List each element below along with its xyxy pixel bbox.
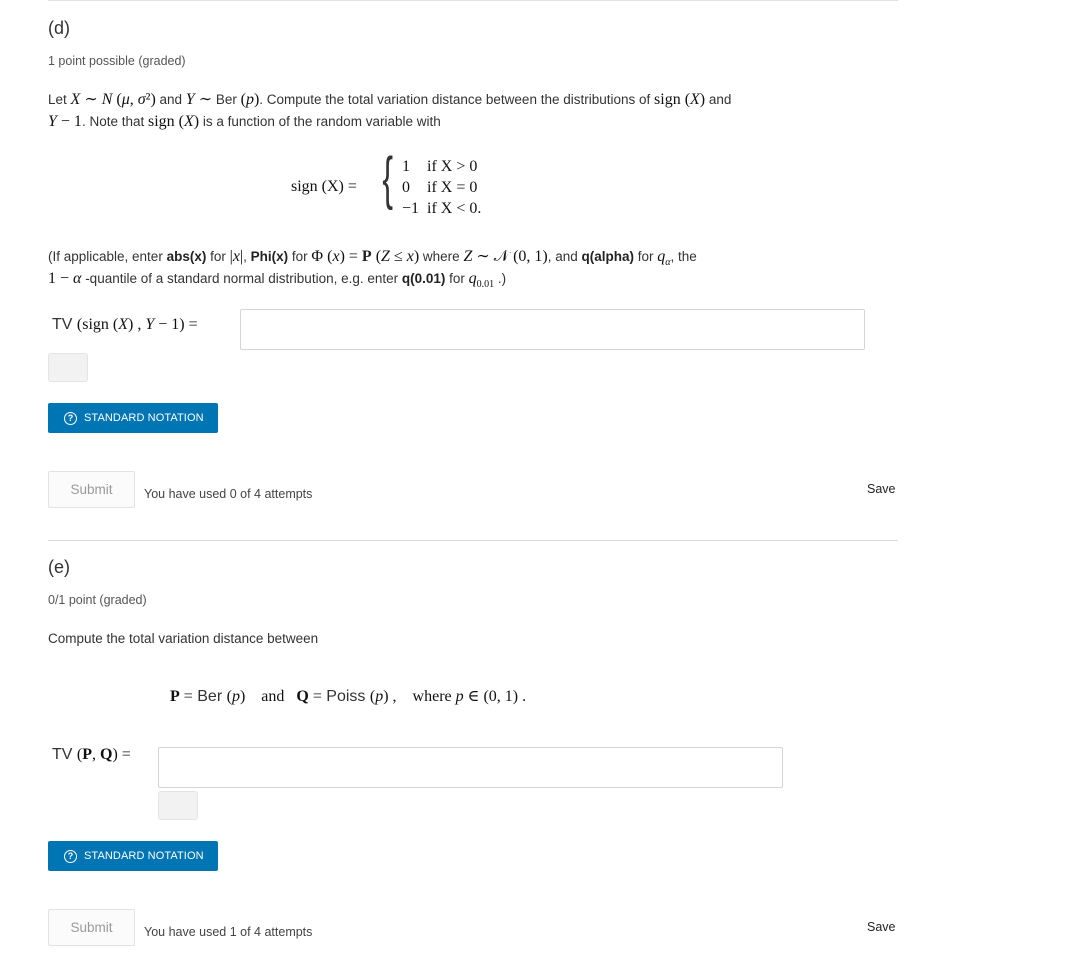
part-d-submit-button[interactable]: Submit	[48, 471, 135, 508]
sign-formula-lhs: sign (X) =	[291, 178, 357, 195]
part-e-preview-box	[158, 791, 198, 820]
part-d-hint-line-2: 1 − α -quantile of a standard normal distribution, e.g. enter q(0.01) for $q_{0.01}$ .)	[48, 270, 507, 291]
part-e-answer-label: TV (P, Q) =	[52, 746, 131, 763]
cases-brace: {	[382, 146, 394, 211]
case-row	[402, 198, 489, 219]
sign-cases-table	[402, 156, 489, 219]
part-d-attempts-text: You have used 0 of 4 attempts	[144, 487, 313, 501]
part-d-preview-box	[48, 353, 88, 382]
case-value: −1	[402, 199, 420, 217]
top-divider	[48, 0, 898, 1]
part-d-save-link[interactable]: Save	[867, 482, 896, 496]
case-condition: if X < 0.	[427, 199, 482, 217]
standard-notation-label: STANDARD NOTATION	[84, 850, 204, 862]
part-d-graded-status: 1 point possible (graded)	[48, 54, 186, 68]
part-d-problem-line-1: Let X ∼ N (μ, σ²) and Y ∼ Ber (p). Compute the total variation distance between the distributions of sign (X) and	[48, 91, 732, 108]
case-condition: if X = 0	[427, 178, 478, 196]
part-e-formula: P = Ber (p) and Q = Poiss (p) , where p ∈ (0, 1) .	[170, 688, 527, 705]
case-row	[402, 177, 489, 198]
part-e-submit-button[interactable]: Submit	[48, 909, 135, 946]
question-circle-icon: ?	[64, 412, 77, 425]
part-e-answer-input[interactable]	[158, 747, 783, 788]
part-d-hint-line-1: (If applicable, enter abs(x) for |x|, Phi(x) for Φ (x) = P (Z ≤ x) where Z ∼ 𝒩 (0, 1), and q(alpha) for $q_\alpha$, the	[48, 248, 697, 269]
case-row	[402, 156, 489, 177]
part-e-standard-notation-button[interactable]	[48, 841, 218, 871]
part-d-answer-input[interactable]	[240, 309, 865, 350]
part-d-heading: (d)	[48, 18, 70, 38]
standard-notation-label: STANDARD NOTATION	[84, 412, 204, 424]
section-divider	[48, 540, 898, 541]
part-e-graded-status: 0/1 point (graded)	[48, 593, 147, 607]
part-d-standard-notation-button[interactable]	[48, 403, 218, 433]
part-d-answer-label: TV (sign (X) , Y − 1) =	[52, 316, 198, 333]
part-e-heading: (e)	[48, 557, 70, 577]
case-value: 1	[402, 157, 410, 175]
question-circle-icon: ?	[64, 850, 77, 863]
case-condition: if X > 0	[427, 157, 478, 175]
part-e-save-link[interactable]: Save	[867, 920, 896, 934]
part-e-attempts-text: You have used 1 of 4 attempts	[144, 925, 313, 939]
part-d-problem-line-2: Y − 1. Note that sign (X) is a function of the random variable with	[48, 113, 441, 130]
case-value: 0	[402, 178, 410, 196]
part-e-problem-text: Compute the total variation distance between	[48, 631, 319, 646]
